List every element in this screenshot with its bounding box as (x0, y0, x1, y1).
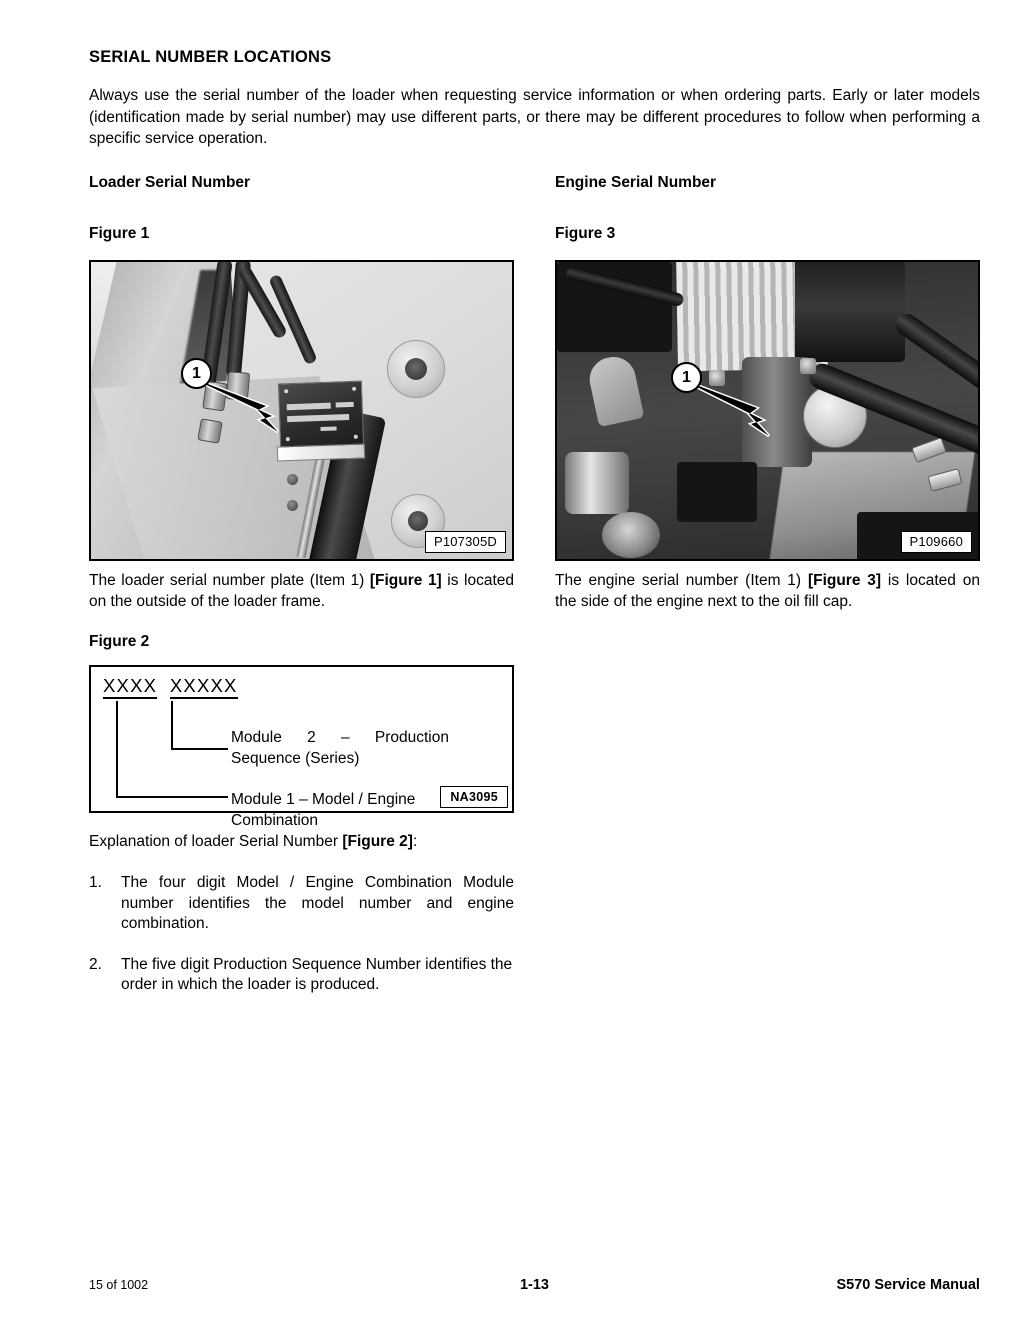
figure-3-caption-suffix: is located on the side of the engine next to the oil fill cap. (555, 572, 980, 610)
figure-1-caption-suffix: is located on the outside of the loader frame. (89, 572, 514, 610)
captions-row (89, 570, 980, 612)
figure-1-photo-id: P107305D (425, 531, 506, 553)
figure-3-caption-column (555, 570, 980, 612)
frame-bolt (287, 474, 298, 485)
figures-row (89, 174, 980, 561)
figure-2-diagram-id: NA3095 (440, 786, 508, 808)
figure-3-caption (555, 570, 980, 612)
list-item-text: The five digit Production Sequence Number identifies the order in which the loader is produced. (121, 955, 513, 993)
page-header-block (89, 48, 980, 150)
frame-bolt (287, 500, 298, 511)
engine-accessory (795, 260, 905, 362)
figure-1-caption-ref: [Figure 1] (369, 572, 442, 589)
oil-filter (565, 452, 629, 514)
explanation-lead-ref: [Figure 2] (342, 833, 413, 850)
figure-3-label: Figure 3 (555, 225, 616, 242)
figure-2-label: Figure 2 (89, 633, 150, 650)
footer-manual-title: S570 Service Manual (836, 1277, 980, 1293)
engine-shadow (677, 462, 757, 522)
pulley (602, 512, 660, 558)
explanation-lead-suffix: : (412, 833, 418, 850)
explanation-lead-prefix: Explanation of loader Serial Number (89, 833, 343, 850)
footer-page-count: 15 of 1002 (89, 1278, 149, 1292)
serial-module-1-text: XXXX (103, 675, 157, 699)
figure-1-label: Figure 1 (89, 225, 150, 242)
figure-2-zone (89, 633, 514, 829)
explanation-lead (89, 833, 514, 851)
page-footer (89, 1277, 980, 1293)
page-title: SERIAL NUMBER LOCATIONS (89, 48, 332, 66)
list-item-number: 2. (89, 955, 102, 973)
module-1-label: Module 1 – Model / Engine Combination (231, 791, 416, 829)
intro-paragraph: Always use the serial number of the loader when requesting service information or when ordering parts. Early or later models (identification made by serial number) may use different parts, or there may be different procedures to follow when performing a specific service operation. (89, 87, 980, 147)
list-item-number: 1. (89, 874, 102, 891)
list-item (89, 873, 514, 935)
figure-3-caption-prefix: The engine serial number (Item 1) (555, 572, 808, 589)
engine-bolt (800, 358, 816, 374)
loader-serial-heading: Loader Serial Number (89, 174, 251, 191)
figure-3-caption-ref: [Figure 3] (807, 572, 882, 589)
left-column (89, 174, 514, 561)
footer-page-number: 1-13 (519, 1277, 549, 1293)
list-item (89, 955, 514, 996)
engine-serial-heading: Engine Serial Number (555, 174, 717, 191)
figure-3-photo (555, 260, 980, 561)
figure-1-caption (89, 570, 514, 612)
figure-2-diagram (89, 665, 514, 829)
figure-1-photo (89, 260, 514, 561)
figure-1-caption-prefix: The loader serial number plate (Item 1) (89, 572, 370, 589)
explanation-list (89, 873, 514, 1016)
list-item-text: The four digit Model / Engine Combination Module number identifies the model number and engine combination. (121, 874, 514, 932)
figure-1-caption-column (89, 570, 514, 612)
figure-3-photo-id: P109660 (901, 531, 972, 553)
serial-module-2-text: XXXXX (170, 675, 238, 699)
right-column (555, 174, 980, 561)
pivot-boss (387, 340, 445, 398)
callout-marker-1: 1 (181, 358, 212, 389)
module-2-label: Module 2 – Production Sequence (Series) (231, 729, 449, 767)
callout-marker-1: 1 (671, 362, 702, 393)
